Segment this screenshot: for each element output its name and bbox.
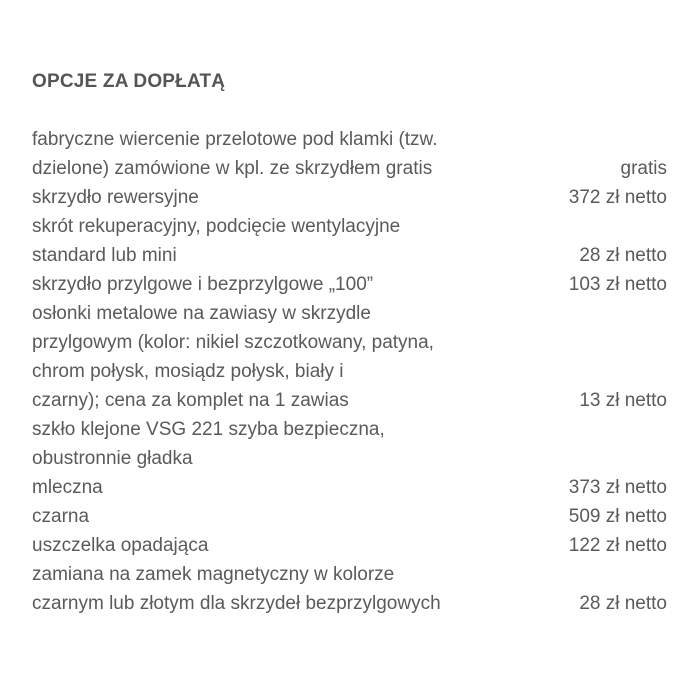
option-description: mleczna bbox=[32, 477, 103, 498]
option-price: 28 zł netto bbox=[579, 245, 667, 266]
option-description: skrzydło przylgowe i bezprzylgowe „100” bbox=[32, 274, 374, 295]
option-row bbox=[32, 415, 667, 473]
option-description: osłonki metalowe na zawiasy w skrzydle przylgowym (kolor: nikiel szczotkowany, patyna, chrom połysk, mosiądz połysk, biały i czarny); cena za komplet na 1 zawias bbox=[32, 303, 434, 411]
option-price: 372 zł netto bbox=[568, 187, 667, 208]
option-price: 28 zł netto bbox=[579, 593, 667, 614]
option-description: fabryczne wiercenie przelotowe pod klamki (tzw. dzielone) zamówione w kpl. ze skrzydłem gratis bbox=[32, 129, 438, 179]
section-heading: OPCJE ZA DOPŁATĄ bbox=[32, 71, 226, 92]
option-row bbox=[32, 299, 667, 415]
option-row bbox=[32, 183, 667, 212]
option-price: 122 zł netto bbox=[568, 535, 667, 556]
option-row bbox=[32, 473, 667, 502]
option-price: 509 zł netto bbox=[568, 506, 667, 527]
option-price: 13 zł netto bbox=[579, 390, 667, 411]
option-description: szkło klejone VSG 221 szyba bezpieczna, obustronnie gładka bbox=[32, 419, 385, 469]
option-row bbox=[32, 270, 667, 299]
option-price: 373 zł netto bbox=[568, 477, 667, 498]
option-price: gratis bbox=[620, 158, 667, 179]
option-row bbox=[32, 212, 667, 270]
option-description: skrót rekuperacyjny, podcięcie wentylacyjne standard lub mini bbox=[32, 216, 401, 266]
option-description: skrzydło rewersyjne bbox=[32, 187, 199, 208]
option-row bbox=[32, 125, 667, 183]
option-description: czarna bbox=[32, 506, 90, 527]
option-description: uszczelka opadająca bbox=[32, 535, 209, 556]
options-list bbox=[32, 125, 667, 618]
option-row bbox=[32, 560, 667, 618]
option-description: zamiana na zamek magnetyczny w kolorze czarnym lub złotym dla skrzydeł bezprzylgowych bbox=[32, 564, 441, 614]
option-row bbox=[32, 502, 667, 531]
option-row bbox=[32, 531, 667, 560]
option-price: 103 zł netto bbox=[568, 274, 667, 295]
